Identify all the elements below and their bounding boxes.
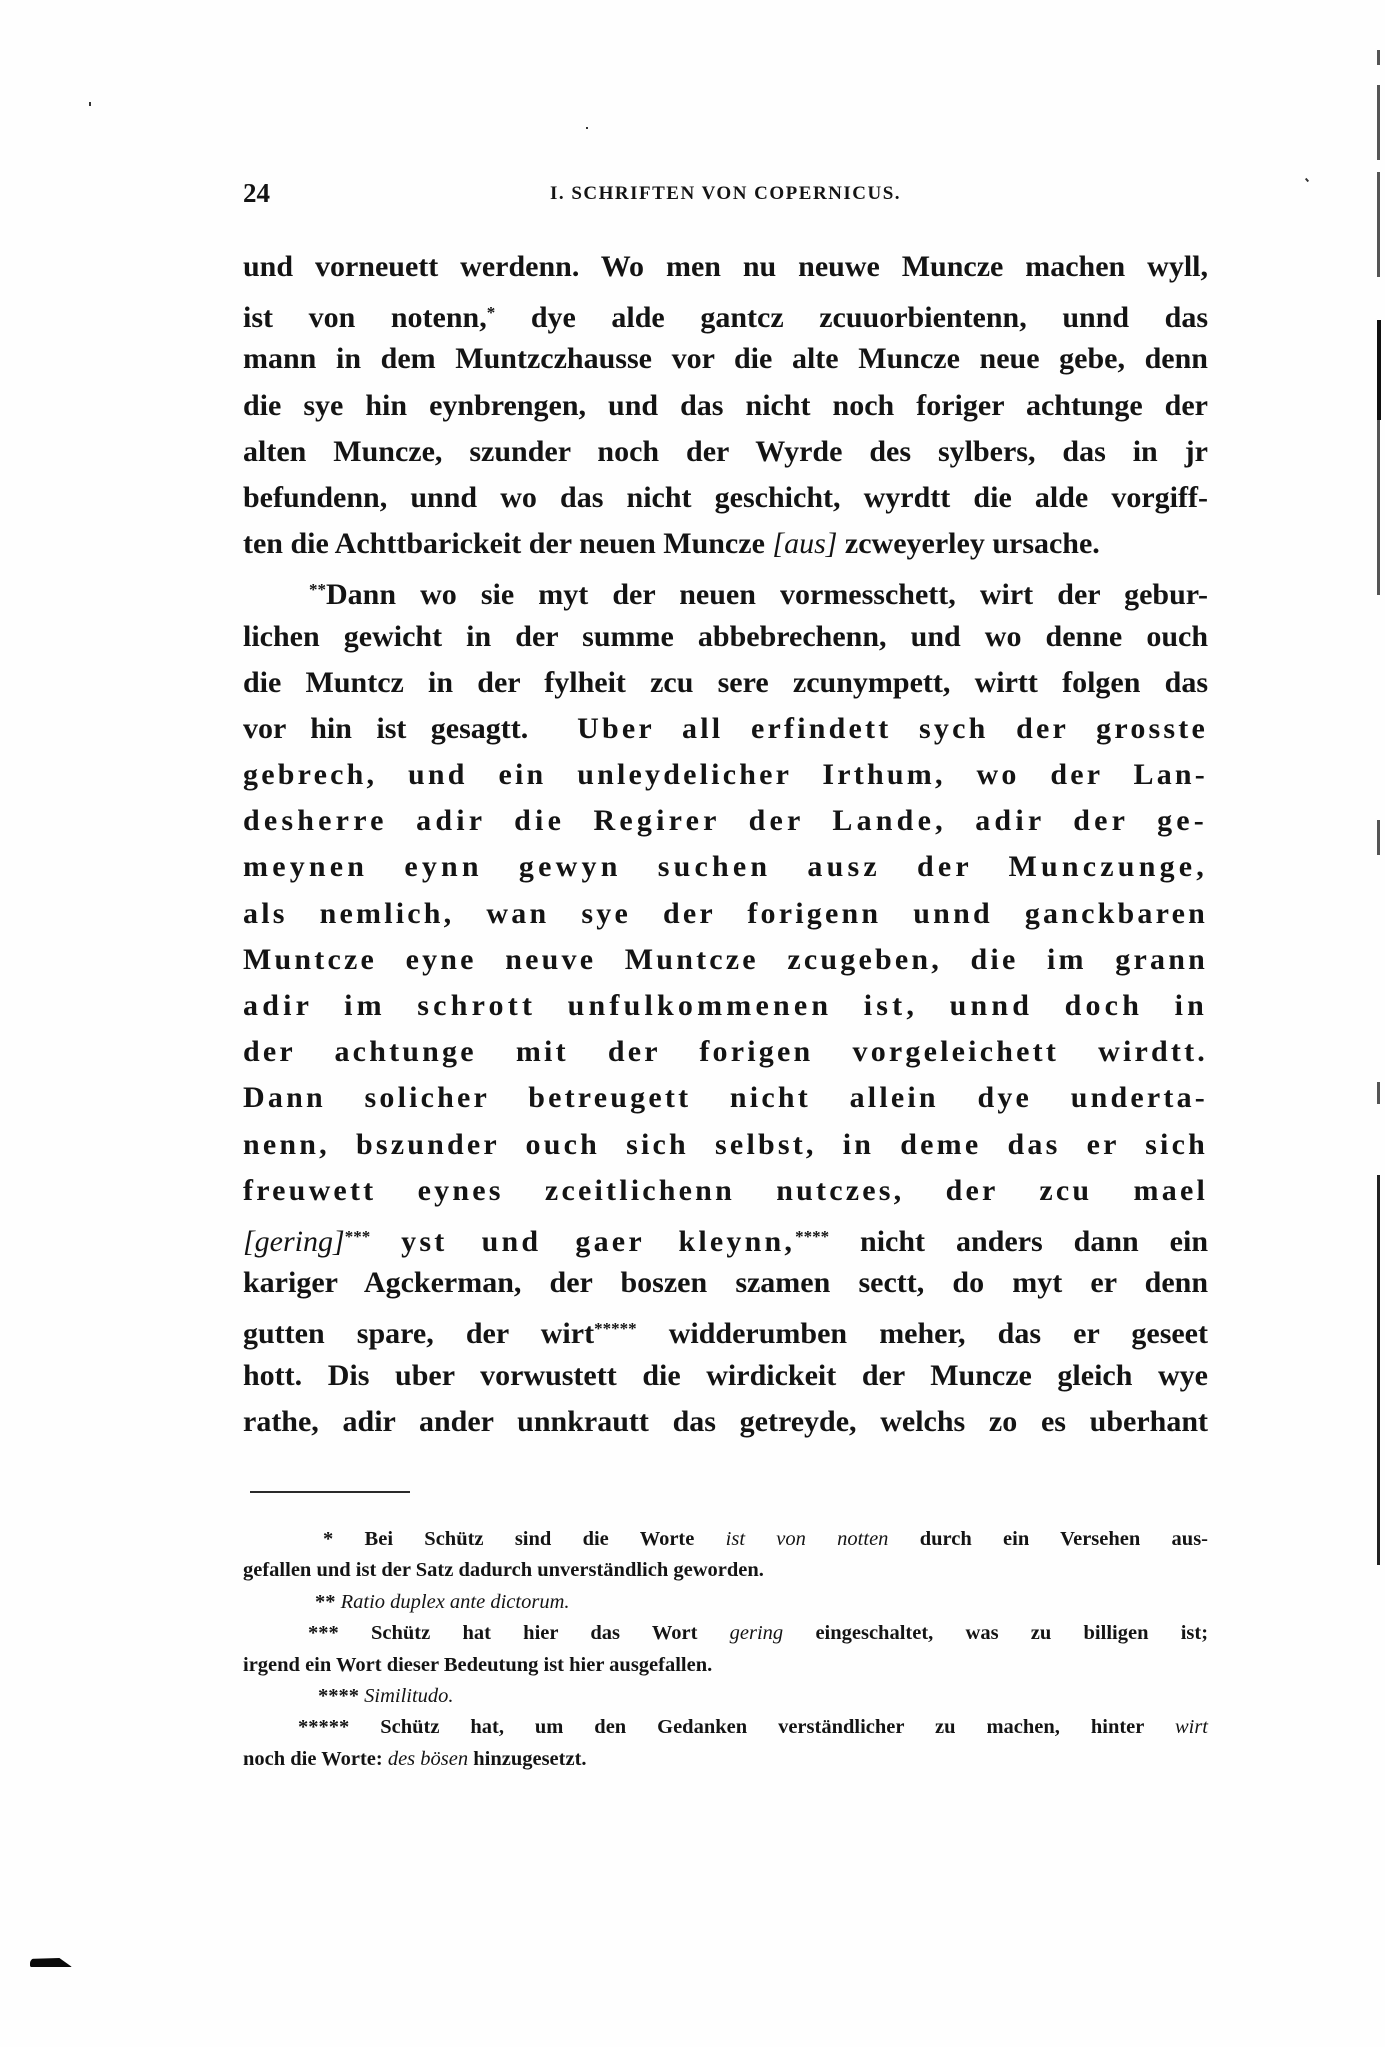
text-line: kariger Agckerman, der boszen szamen sectt, do myt er denn [243,1266,1208,1300]
spaced-text: Uber all erfindett sych der grosste [577,711,1208,745]
footnote-marker: ***** [298,1716,350,1739]
footnote-italic: Similitudo. [364,1684,454,1707]
text-line: nenn, bszunder ouch sich selbst, in deme das er sich [243,1127,1208,1161]
text-line: meynen eynn gewyn suchen ausz der Munczunge, [243,850,1208,884]
running-title: I. SCHRIFTEN VON COPERNICUS. [549,183,902,204]
scan-edge-mark [1377,820,1380,855]
footnote-ref[interactable]: *** [344,1226,371,1246]
footnote-text: Schütz hat hier das Wort [371,1622,698,1645]
text-line: und vorneuett werdenn. Wo men nu neuwe Muncze machen wyll, [243,250,1208,283]
scan-edge-mark [1377,172,1380,277]
editorial-insertion: [gering] [243,1224,345,1258]
scan-edge-mark [1377,420,1380,595]
footnote-3 [243,1618,1208,1649]
text-line [243,1214,1208,1260]
text-line: gebrech, und ein unleydelicher Irthum, wo der Lan- [243,758,1208,792]
footnote-ref[interactable]: **** [795,1226,830,1246]
footnote-1-cont: gefallen und ist der Satz dadurch unverständlich geworden. [243,1559,764,1582]
text-line: adir im schrott unfulkommenen ist, unnd doch in [243,989,1208,1022]
scan-edge-mark [1377,1175,1380,1565]
footnote-italic: des bösen [387,1747,469,1770]
footnotes [243,1524,1208,1775]
footnote-marker: *** [308,1622,339,1645]
text-line [243,290,1208,336]
text-fragment: Dann wo sie myt der neuen vormesschett, wirt der gebur- [326,578,1208,612]
footnote-marker: * [323,1528,334,1550]
scan-speck [89,102,91,106]
main-text [243,244,1208,1445]
page-number: 24 [243,178,270,208]
scan-edge-mark [1377,50,1380,65]
text-line: lichen gewicht in der summe abbebrechenn, und wo denne ouch [243,619,1208,653]
text-line: freuwett eynes zceitlichenn nutczes, der zcu mael [243,1173,1208,1207]
text-fragment: widderumben meher, das er geseet [668,1317,1208,1351]
footnote-italic: ist von notten [725,1528,889,1550]
scan-speck [1305,178,1309,182]
spaced-text: yst und gaer kleynn, [401,1224,796,1258]
text-line: alten Muncze, szunder noch der Wyrde des sylbers, das in jr [243,434,1208,468]
footnote-text: hinzugesetzt. [473,1747,587,1770]
text-line: rathe, adir ander unnkrautt das getreyde, welchs zo es uberhant [243,1404,1208,1438]
text-line [243,706,1208,752]
footnote-3-cont: irgend ein Wort dieser Bedeutung ist hier ausgefallen. [243,1653,713,1676]
text-fragment: nicht anders dann ein [860,1224,1208,1258]
text-fragment: gutten spare, der wirt [243,1317,595,1351]
footnote-italic: Ratio duplex ante dictorum. [340,1590,570,1613]
text-line [243,521,1208,567]
text-fragment: vor hin ist gesagtt. [243,711,529,745]
footnote-text: Schütz hat, um den Gedanken verständlicher zu machen, hinter [380,1716,1145,1739]
text-line: die Muntcz in der fylheit zcu sere zcunympett, wirtt folgen das [243,665,1208,699]
footnote-separator [250,1491,410,1493]
footnote-1 [243,1524,1208,1555]
footnote-ref[interactable]: * [486,303,496,323]
text-fragment: zcweyerley ursache. [844,527,1100,561]
text-fragment: dye alde gantcz zcuuorbientenn, unnd das [530,301,1209,335]
text-line: Dann solicher betreugett nicht allein dye underta- [243,1081,1208,1115]
footnote-marker: **** [318,1684,359,1707]
scan-edge-mark [1377,1082,1380,1104]
text-line: hott. Dis uber vorwustett die wirdickeit der Muncze gleich wye [243,1358,1208,1392]
footnote-italic: gering [729,1622,784,1645]
scan-edge-mark [1377,320,1381,420]
footnote-2 [243,1587,1208,1618]
text-fragment: ist von notenn, [243,301,487,335]
scan-smudge [30,1958,72,1967]
footnote-ref[interactable]: ***** [594,1319,637,1339]
footnote-text: durch ein Versehen aus- [919,1528,1209,1550]
text-line: desherre adir die Regirer der Lande, adir der ge- [243,804,1208,838]
footnote-4 [243,1681,1208,1712]
footnote-ref[interactable]: ** [309,580,326,600]
text-line: mann in dem Muntzczhausse vor die alte Muncze neue gebe, denn [243,342,1208,376]
footnote-marker: ** [315,1590,336,1613]
text-fragment: ten die Achttbarickeit der neuen Muncze [243,527,765,561]
text-line: als nemlich, wan sye der forigenn unnd ganckbaren [243,896,1208,930]
page-header [243,178,1208,214]
editorial-insertion: [aus] [772,527,838,561]
scan-edge-mark [1377,85,1380,160]
footnote-text: noch die Worte: [243,1747,383,1770]
scan-speck [586,127,588,129]
text-line: befundenn, unnd wo das nicht geschicht, wyrdtt die alde vorgiff- [243,480,1208,514]
text-line [243,1306,1208,1352]
footnote-5-cont [243,1744,1208,1775]
footnote-text: Bei Schütz sind die Worte [364,1528,695,1550]
footnote-5 [243,1712,1208,1743]
text-line: die sye hin eynbrengen, und das nicht noch foriger achtunge der [243,388,1208,422]
footnote-italic: wirt [1174,1716,1208,1739]
text-line: Muntcze eyne neuve Muntcze zcugeben, die im grann [243,942,1208,976]
text-line [243,567,1208,613]
text-line: der achtunge mit der forigen vorgeleichett wirdtt. [243,1035,1208,1069]
footnote-text: eingeschaltet, was zu billigen ist; [815,1622,1209,1645]
